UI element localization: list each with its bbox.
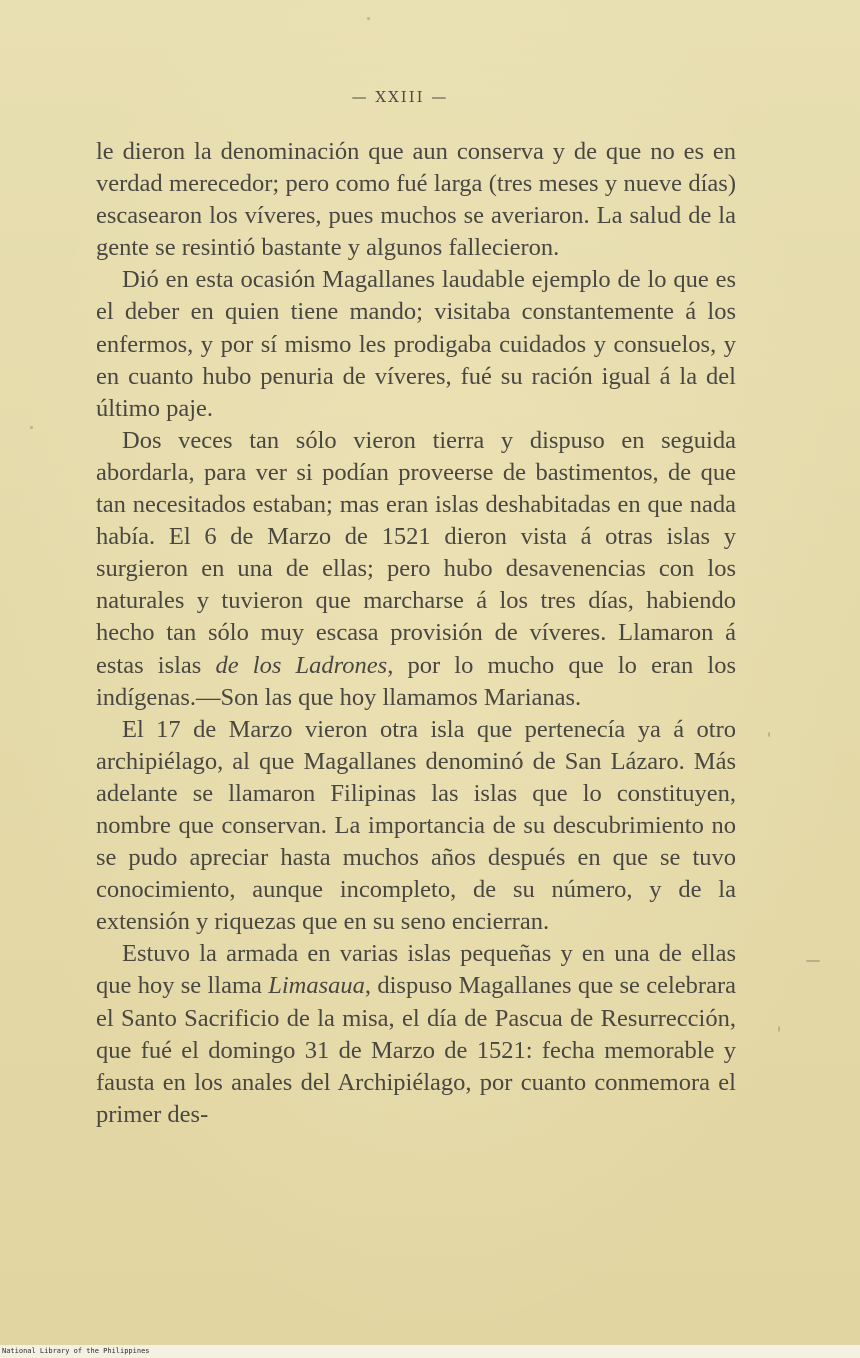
paragraph-text: Dos veces tan sólo vieron tierra y dispuso en seguida abordarla, para ver si podían proveerse de bastimentos, de que tan necesitados estaban; mas eran islas deshabitadas en que nada había. El 6 de Marzo de 1521 dieron vista á otras islas y surgieron en una de ellas; pero hubo desavenencias con los naturales y tuvieron que marcharse á los tres días, habiendo hecho tan sólo muy escasa provisión de víveres. Llamaron á estas islas xyxy=(96,426,736,679)
paragraph-p3 xyxy=(96,425,736,714)
italic-term: Limasaua xyxy=(268,972,365,1000)
body-text xyxy=(96,136,736,1131)
paper-speck xyxy=(367,17,370,20)
paper-speck xyxy=(768,732,770,737)
paragraph-text: Dió en esta ocasión Magallanes laudable ejemplo de lo que es el deber en quien tiene mando; visitaba constantemente á los enfermos, y por sí mismo les prodigaba cuidados y consuelos, y en cuanto hubo penuria de víveres, fué su ración igual á la del último paje. xyxy=(96,266,736,422)
paragraph-text: le dieron la denominación que aun conserva y de que no es en verdad merecedor; pero como fué larga (tres meses y nueve días) escasearon los víveres, pues muchos se averiaron. La salud de la gente se resintió bastante y algunos fallecieron. xyxy=(96,138,736,262)
page-number: — XXIII — xyxy=(351,88,449,106)
paragraph-text: , por lo mucho que lo eran los indígenas.—Son las que hoy llamamos Marianas. xyxy=(96,651,736,711)
paragraph-text: El 17 de Marzo vieron otra isla que pertenecía ya á otro archipiélago, al que Magallanes denominó de San Lázaro. Más adelante se llamaron Filipinas las islas que lo constituyen, nombre que conservan. La importancia de su descubrimiento no se pudo apreciar hasta muchos años después en que se tuvo conocimiento, aunque incompleto, de su número, y de la extensión y riquezas que en su seno encierran. xyxy=(96,715,736,936)
paragraph-text: , dispuso Magallanes que se celebrara el Santo Sacrificio de la misa, el día de Pascua de Resurrección, que fué el domingo 31 de Marzo de 1521: fecha memorable y fausta en los anales del Archipiélago, por cuanto conmemora el primer des- xyxy=(96,972,736,1128)
italic-term: de los Ladrones xyxy=(215,651,388,679)
paragraph-p1 xyxy=(96,136,736,264)
paper-speck xyxy=(30,426,33,429)
paper-speck xyxy=(778,1026,780,1032)
paragraph-p4 xyxy=(96,714,736,939)
paragraph-text: Estuvo la armada en varias islas pequeñas y en una de ellas que hoy se llama xyxy=(96,940,736,1000)
paragraph-p2 xyxy=(96,264,736,424)
paper-speck xyxy=(806,960,820,962)
paragraph-p5 xyxy=(96,938,736,1131)
library-credit: National Library of the Philippines xyxy=(2,1347,150,1355)
